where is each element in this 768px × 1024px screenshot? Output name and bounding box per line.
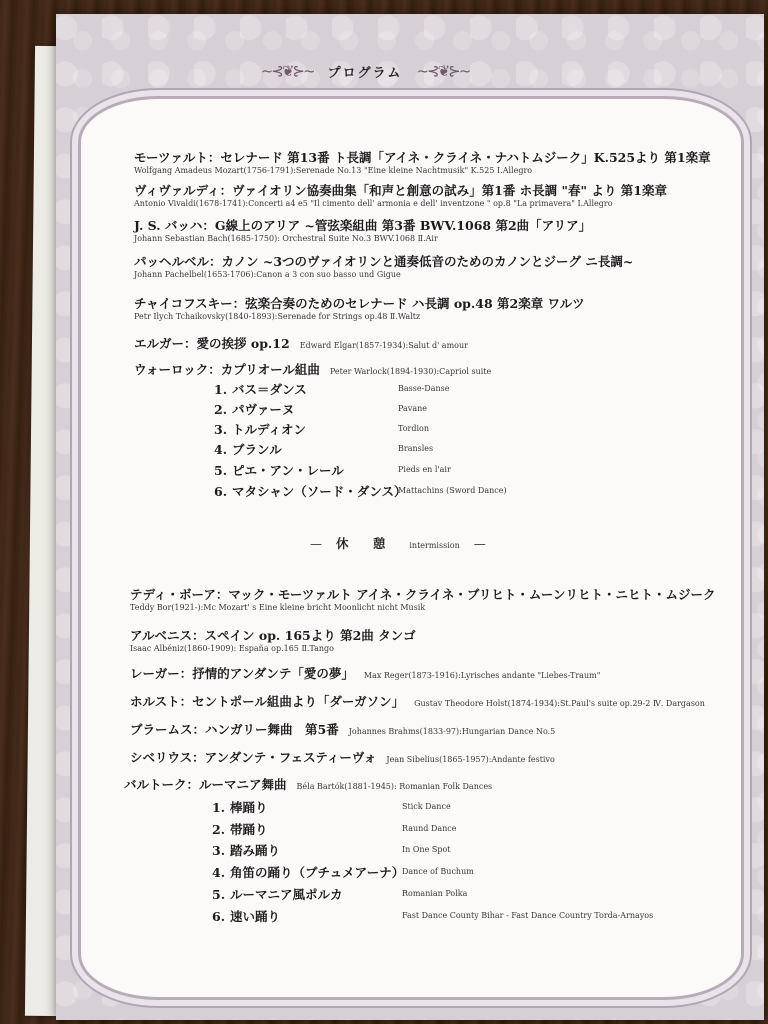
item-title-jp: テディ・ボーア：マック・モーツァルト アイネ・クライネ・ブリヒト・ムーンリヒト・ニヒト・ムジーク [130, 587, 716, 602]
program-item-bor [130, 585, 715, 612]
item-title-en: Béla Bartók(1881-1945): Romanian Folk Dances [296, 782, 493, 791]
program-item-holst [130, 692, 705, 710]
bartok-movement-en: Dance of Buchum [402, 867, 474, 876]
warlock-movement: 1. バス＝ダンス [214, 382, 307, 397]
program-item-bartok [124, 775, 492, 793]
warlock-movement: 3. トルディオン [214, 422, 307, 437]
bartok-movement-en: Stick Dance [402, 802, 451, 811]
warlock-movement-en: Mattachins (Sword Dance) [398, 486, 507, 495]
item-title-jp: レーガー：抒情的アンダンテ「愛の夢」 [130, 666, 354, 681]
bartok-movement: 2. 帯踊り [212, 822, 268, 837]
program-item-pachelbel [134, 252, 633, 279]
item-title-jp: シベリウス：アンダンテ・フェスティーヴォ [130, 750, 377, 765]
warlock-movement-en: Basse-Danse [398, 384, 450, 393]
program-item-warlock [134, 360, 491, 378]
program-item-elgar [134, 334, 468, 352]
program-item-brahms [130, 720, 555, 738]
bartok-movement: 4. 角笛の踊り（ブチュメアーナ） [212, 865, 405, 880]
warlock-movement-en: Pieds en l'air [398, 465, 451, 474]
program-item-mozart [134, 148, 711, 175]
warlock-movement-en: Pavane [398, 404, 427, 413]
item-title-jp: アルベニス：スペイン op. 165より 第2曲 タンゴ [130, 628, 416, 643]
bartok-movement: 3. 踏み踊り [212, 843, 281, 858]
warlock-movement-en: Bransles [398, 444, 434, 453]
warlock-movement: 2. パヴァーヌ [214, 402, 295, 417]
intermission-label-jp: 休 憩 [336, 536, 396, 551]
item-title-en: Max Reger(1873-1916):Lyrisches andante "Liebes-Traum" [363, 671, 601, 680]
item-title-jp: ホルスト：セントポール組曲より「ダーガソン」 [130, 694, 405, 709]
item-title-jp: J. S. バッハ：G線上のアリア ~管弦楽組曲 第3番 BWV.1068 第2曲「アリア」 [134, 218, 592, 233]
item-title-jp: ブラームス：ハンガリー舞曲 第5番 [130, 722, 339, 737]
item-title-jp: バルトーク：ルーマニア舞曲 [124, 777, 287, 792]
item-title-jp: ヴィヴァルディ：ヴァイオリン協奏曲集「和声と創意の試み」第1番 ホ長調 "春" より 第1楽章 [134, 183, 667, 198]
item-title-en: Isaac Albéniz(1860-1909): España op.165 Ⅱ.Tango [130, 644, 334, 653]
program-header [230, 58, 500, 84]
program-item-reger [130, 664, 600, 682]
item-title-en: Antonio Vivaldi(1678-1741):Concerti a4 e5 "Il cimento dell' armonia e dell' inventzone " op.8 "La primavera" Ⅰ.Allegro [134, 199, 613, 208]
item-title-en: Gustav Theodore Holst(1874-1934):St.Paul's suite op.29-2 Ⅳ. Dargason [414, 699, 705, 708]
item-title-en: Petr Ilych Tchaikovsky(1840-1893):Serenade for Strings op.48 Ⅱ.Waltz [134, 312, 421, 321]
item-title-en: Johannes Brahms(1833-97):Hungarian Dance No.5 [348, 727, 556, 736]
bartok-movement: 5. ルーマニア風ポルカ [212, 887, 343, 902]
item-title-jp: パッヘルベル：カノン ~3つのヴァイオリンと通奏低音のためのカノンとジーグ ニ長調~ [134, 254, 634, 269]
item-title-en: Jean Sibelius(1865-1957):Andante festivo [386, 755, 555, 764]
divider-dash-left: — [310, 537, 322, 551]
warlock-movement: 5. ピエ・アン・レール [214, 463, 344, 478]
intermission-divider [310, 534, 486, 552]
warlock-movement: 4. ブランル [214, 442, 282, 457]
program-item-tchaikovsky [134, 294, 585, 321]
program-title: プログラム [327, 65, 403, 81]
flourish-right-icon: ~⊰❦⊱~ [416, 62, 470, 80]
item-title-en: Johann Sebastian Bach(1685-1750): Orchestral Suite No.3 BWV.1068 Ⅱ.Air [134, 234, 438, 243]
bartok-movement: 6. 速い踊り [212, 909, 281, 924]
item-title-en: Teddy Bor(1921-):Mc Mozart' s Eine kleine bricht Moonlicht nicht Musik [130, 603, 426, 612]
flourish-left-icon: ~⊰❦⊱~ [260, 62, 314, 80]
program-item-sibelius [130, 748, 555, 766]
item-title-jp: モーツァルト：セレナード 第13番 ト長調「アイネ・クライネ・ナハトムジーク」K.525より 第1楽章 [134, 150, 711, 165]
bartok-movement-en: Romanian Polka [402, 889, 468, 898]
item-title-en: Johann Pachelbel(1653-1706):Canon a 3 con suo basso und Gigue [134, 270, 401, 279]
item-title-en: Peter Warlock(1894-1930):Capriol suite [329, 367, 492, 376]
divider-dash-right: — [473, 537, 486, 551]
item-title-en: Wolfgang Amadeus Mozart(1756-1791):Serenade No.13 "Eine kleine Nachtmusik" K.525 Ⅰ.Allegro [134, 166, 533, 175]
bartok-movement-en: Raund Dance [402, 824, 457, 833]
warlock-movement-en: Tordion [398, 424, 430, 433]
item-title-jp: エルガー：愛の挨拶 op.12 [134, 336, 290, 351]
item-title-en: Edward Elgar(1857-1934):Salut d' amour [299, 341, 468, 350]
item-title-jp: ウォーロック：カプリオール組曲 [134, 362, 320, 377]
bartok-movement: 1. 棒踊り [212, 800, 268, 815]
bartok-movement-en: In One Spot [402, 845, 451, 854]
intermission-label-en: intermission [409, 541, 460, 550]
item-title-jp: チャイコフスキー：弦楽合奏のためのセレナード ハ長調 op.48 第2楽章 ワルツ [134, 296, 585, 311]
program-item-albeniz [130, 626, 416, 653]
warlock-movement: 6. マタシャン（ソード・ダンス） [214, 484, 407, 499]
bartok-movement-en: Fast Dance County Bihar - Fast Dance Country Torda-Arnayos [402, 911, 654, 920]
program-item-bach [134, 216, 591, 243]
program-item-vivaldi [134, 181, 667, 208]
